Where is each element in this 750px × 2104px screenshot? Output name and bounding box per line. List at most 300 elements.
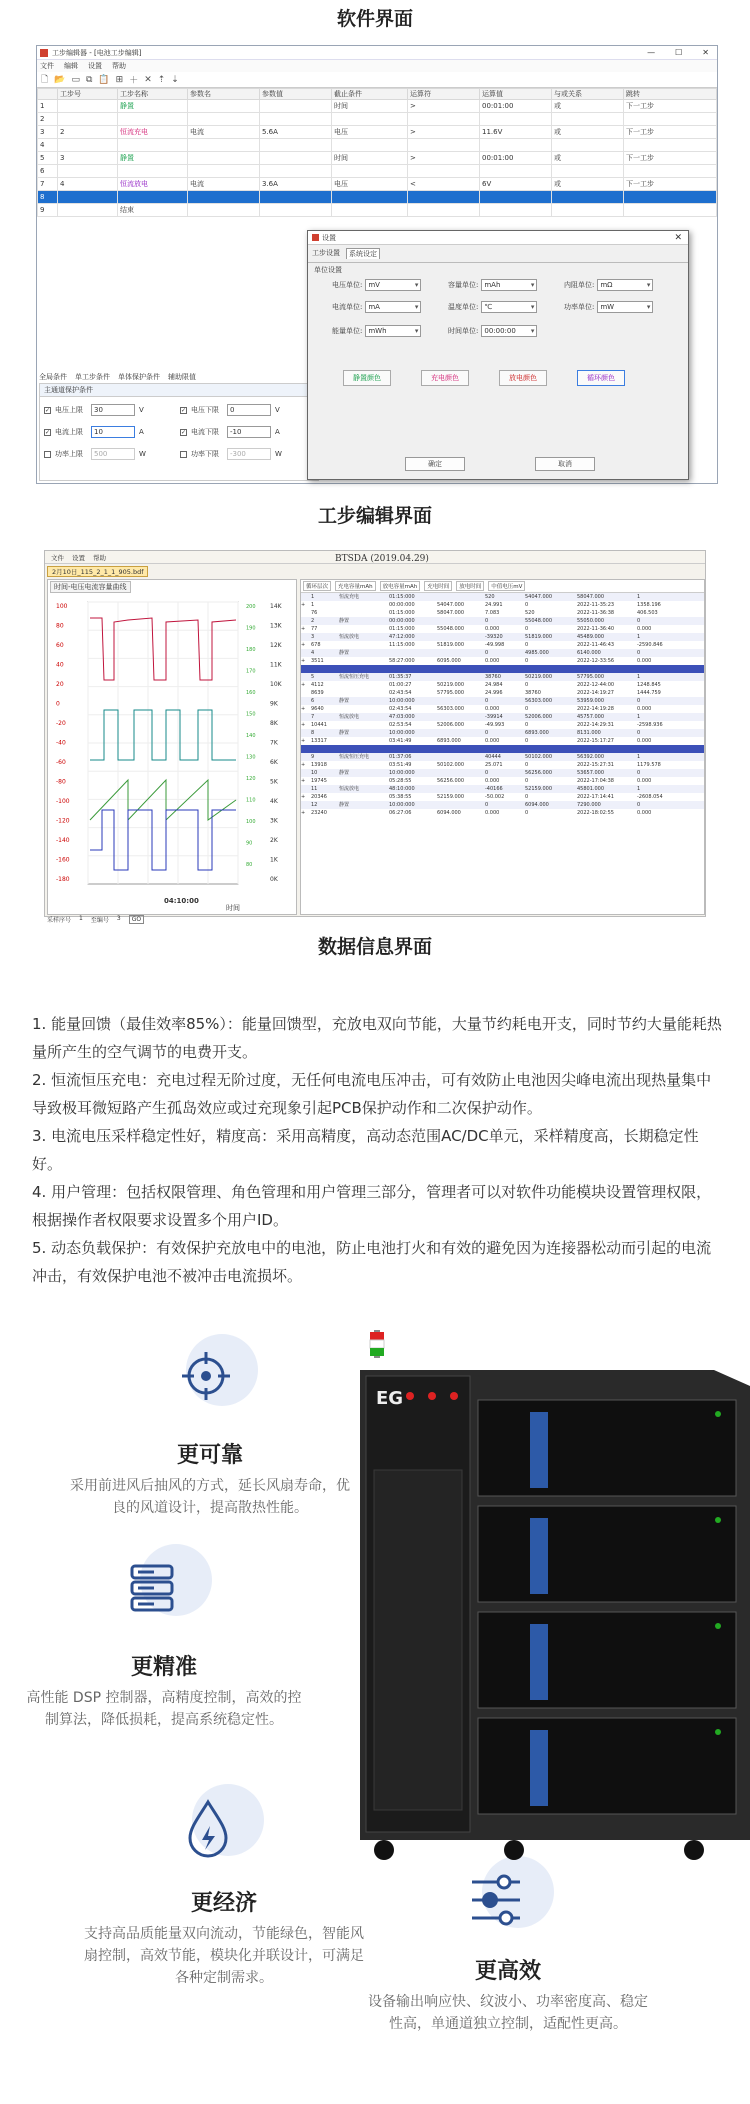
grid-cell: 00:00:000 (389, 618, 415, 624)
grid-row[interactable] (301, 697, 704, 705)
step-cell[interactable] (260, 191, 332, 204)
step-row[interactable] (38, 165, 717, 178)
step-cell[interactable] (552, 165, 624, 178)
step-cell[interactable]: 或 (552, 152, 624, 165)
left-tick-label: 60 (56, 642, 64, 649)
step-cell[interactable]: 3.6A (260, 178, 332, 191)
voltage-unit-select[interactable]: mV ▾ (365, 279, 421, 291)
i-upper-label: 电流上限 (55, 428, 83, 436)
step-cell[interactable]: 或 (552, 178, 624, 191)
step-cell[interactable]: 8 (38, 191, 58, 204)
grid-cell: 0 (485, 730, 489, 736)
grid-cell: 6094.000 (437, 810, 461, 816)
mid-tick-label: 150 (246, 711, 256, 718)
step-cell[interactable] (480, 139, 552, 152)
step-cell[interactable] (188, 204, 260, 217)
tab-system-settings[interactable]: 系统设定 (346, 248, 380, 259)
step-cell[interactable] (552, 113, 624, 126)
p-lower-input[interactable]: -300 (227, 448, 271, 460)
step-cell[interactable]: 9 (38, 204, 58, 217)
step-cell[interactable] (260, 204, 332, 217)
step-cell[interactable]: 静置 (118, 100, 188, 113)
step-cell[interactable] (552, 204, 624, 217)
grid-cell (339, 809, 389, 817)
step-cell[interactable] (552, 191, 624, 204)
step-row[interactable] (38, 178, 717, 191)
step-cell[interactable]: 电压 (332, 178, 408, 191)
step-cell[interactable] (332, 113, 408, 126)
grid-cell: 0 (637, 770, 641, 776)
grid-tab[interactable]: 循环层次 (303, 581, 331, 591)
open-icon[interactable]: 📂 (54, 74, 66, 85)
grid-cell: 0.000 (485, 738, 500, 744)
grid-cell: 53657.000 (577, 770, 605, 776)
dialog-close-icon[interactable]: ✕ (674, 232, 682, 243)
step-cell[interactable] (188, 139, 260, 152)
left-tick-label: 80 (56, 622, 64, 630)
step-cell[interactable] (188, 113, 260, 126)
step-cell[interactable]: 3 (38, 126, 58, 139)
rest-color-button[interactable]: 静置颜色 (343, 370, 391, 386)
unit-group-label: 单位设置 (314, 266, 342, 274)
copy-icon[interactable]: ⧉ (85, 74, 93, 85)
step-cell[interactable]: < (408, 178, 480, 191)
grid-cell: 0 (485, 770, 489, 776)
protect-caption: 主通道保护条件 (40, 384, 318, 397)
v-upper-label: 电压上限 (55, 406, 83, 414)
grid-cell: 55050.000 (577, 618, 605, 624)
step-cell[interactable]: 时间 (332, 100, 408, 113)
menu-help[interactable]: 帮助 (93, 553, 106, 562)
current-unit-select[interactable]: mA ▾ (365, 301, 421, 313)
grid-row[interactable] (301, 609, 704, 617)
grid-cell: 45801.000 (577, 786, 605, 792)
grid-row[interactable] (301, 753, 704, 761)
grid-cell: 恒流恒压充电 (339, 754, 370, 760)
grid-cell: 54047.000 (437, 602, 465, 608)
grid-cell (339, 793, 389, 801)
step-cell[interactable] (480, 113, 552, 126)
minimize-icon[interactable]: — (647, 48, 656, 57)
step-cell[interactable] (118, 165, 188, 178)
tab-step-settings[interactable]: 工步设置 (312, 249, 340, 257)
grid-cell (437, 665, 485, 673)
step-cell[interactable] (118, 113, 188, 126)
p-unit: W (139, 450, 146, 458)
step-cell[interactable] (260, 113, 332, 126)
step-cell[interactable] (118, 191, 188, 204)
grid-cell (389, 745, 437, 753)
step-cell[interactable]: 6 (38, 165, 58, 178)
grid-cell: 10:00:000 (389, 730, 415, 736)
grid-cell: + (301, 810, 306, 816)
grid-cell: -2608.054 (637, 794, 663, 800)
discharge-color-button[interactable]: 放电颜色 (499, 370, 547, 386)
insert-icon[interactable]: ⊞ (115, 74, 124, 85)
step-cell[interactable]: 4 (38, 139, 58, 152)
step-cell[interactable]: 00:01:00 (480, 100, 552, 113)
delete-icon[interactable]: ✕ (144, 74, 152, 85)
grid-cell (301, 697, 311, 705)
status-value[interactable]: 1 (79, 915, 83, 922)
step-row[interactable] (38, 126, 717, 139)
grid-row[interactable] (301, 689, 704, 697)
step-cell[interactable] (480, 165, 552, 178)
grid-cell: 58047.000 (437, 610, 465, 616)
grid-tab[interactable]: 放电时间 (456, 581, 484, 591)
menu-settings[interactable]: 设置 (72, 553, 85, 562)
step-cell[interactable] (332, 204, 408, 217)
step-row[interactable] (38, 139, 717, 152)
grid-row[interactable] (301, 673, 704, 681)
grid-cell (301, 673, 311, 681)
step-cell[interactable]: 2 (38, 113, 58, 126)
grid-row[interactable] (301, 657, 704, 665)
grid-row[interactable] (301, 777, 704, 785)
cycle-color-button[interactable]: 循环颜色 (577, 370, 625, 386)
i-upper-checkbox[interactable]: ✓ (45, 428, 51, 436)
grid-cell: 0.000 (637, 706, 652, 712)
grid-cell: 1444.759 (637, 690, 661, 696)
grid-row[interactable] (301, 785, 704, 793)
grid-cell (301, 753, 311, 761)
step-cell[interactable]: > (408, 126, 480, 139)
grid-cell: 恒流放电 (339, 714, 360, 720)
app-icon (40, 49, 48, 57)
grid-cell: 56303.000 (525, 698, 553, 704)
col-header: 参数值 (260, 89, 332, 100)
card-economical (74, 1886, 374, 1989)
grid-tab[interactable]: 充电时间 (424, 581, 452, 591)
grid-cell (637, 745, 687, 753)
right-tick-label: 9K (270, 700, 278, 708)
grid-cell: 56256.000 (525, 770, 553, 776)
grid-tab[interactable]: 放电容量mAh (380, 581, 421, 591)
grid-row[interactable] (301, 633, 704, 641)
grid-cell (339, 609, 389, 617)
dialog-titlebar (308, 231, 688, 245)
step-cell[interactable] (332, 191, 408, 204)
step-cell[interactable] (58, 139, 118, 152)
step-cell[interactable] (188, 191, 260, 204)
grid-cell: 6893.000 (437, 738, 461, 744)
step-cell[interactable] (408, 139, 480, 152)
tab-cell-protect[interactable]: 单体保护条件 (118, 373, 160, 381)
left-tick-label: -80 (56, 778, 66, 786)
step-cell[interactable]: 恒流充电 (118, 126, 188, 139)
step-cell[interactable]: > (408, 152, 480, 165)
step-cell[interactable]: 电流 (188, 126, 260, 139)
grid-cell: -49.998 (485, 642, 505, 648)
col-header: 截止条件 (332, 89, 408, 100)
grid-row[interactable] (301, 681, 704, 689)
grid-tabs (301, 580, 704, 593)
grid-cell: 2022-11-36:38 (577, 610, 615, 616)
grid-cell (339, 705, 389, 713)
step-cell[interactable]: 2 (58, 126, 118, 139)
grid-row[interactable] (301, 641, 704, 649)
protect-conditions-panel (39, 383, 319, 481)
step-cell[interactable]: > (408, 100, 480, 113)
door-grille (374, 1470, 462, 1810)
step-cell[interactable]: 下一工步 (624, 152, 717, 165)
grid-cell: 77 (311, 626, 318, 632)
step-cell[interactable] (480, 191, 552, 204)
grid-row[interactable] (301, 625, 704, 633)
card-desc: 设备输出响应快、纹波小、功率密度高、稳定性高，单通道独立控制，适配性更高。 (368, 1994, 648, 2032)
battery-tester-cabinet-image (354, 1330, 750, 1890)
step-cell[interactable] (188, 165, 260, 178)
step-cell[interactable]: 下一工步 (624, 178, 717, 191)
file-tab[interactable]: 2月10日_115_2_1_1_905.bdf (47, 566, 148, 577)
step-cell[interactable] (260, 152, 332, 165)
step-cell[interactable] (480, 204, 552, 217)
step-row[interactable] (38, 100, 717, 113)
step-cell[interactable] (408, 204, 480, 217)
grid-cell: 54047.000 (525, 594, 553, 600)
grid-row[interactable] (301, 649, 704, 657)
step-cell[interactable]: 11.6V (480, 126, 552, 139)
p-upper-input[interactable]: 500 (91, 448, 135, 460)
grid-cell: + (301, 626, 306, 632)
new-file-icon[interactable]: 🗋 (41, 74, 49, 85)
grid-cell (437, 649, 485, 657)
step-cell[interactable] (58, 100, 118, 113)
step-cell[interactable] (408, 113, 480, 126)
step-cell[interactable]: 5.6A (260, 126, 332, 139)
editor-heading: 工步编辑界面 (317, 505, 432, 527)
grid-row[interactable] (301, 809, 704, 817)
step-cell[interactable] (260, 139, 332, 152)
capacity-unit-select[interactable]: mAh ▾ (481, 279, 537, 291)
right-tick-label: 10K (270, 681, 282, 688)
step-cell[interactable] (552, 139, 624, 152)
save-icon[interactable]: ▭ (71, 74, 80, 85)
grid-cell: 53959.000 (577, 698, 605, 704)
grid-row[interactable] (301, 801, 704, 809)
step-row[interactable] (38, 204, 717, 217)
tab-global-conditions[interactable]: 全局条件 (39, 373, 67, 381)
grid-cell (301, 729, 311, 737)
time-axis-label: 时间 (226, 904, 240, 912)
step-cell[interactable]: 电压 (332, 126, 408, 139)
close-icon[interactable]: ✕ (702, 48, 709, 57)
step-cell[interactable]: 或 (552, 100, 624, 113)
step-cell[interactable] (624, 191, 717, 204)
step-cell[interactable]: 下一工步 (624, 126, 717, 139)
grid-cell: 48:10:000 (389, 786, 415, 792)
go-button[interactable]: GO (129, 915, 144, 924)
mid-tick-label: 160 (246, 690, 256, 696)
step-cell[interactable] (58, 191, 118, 204)
grid-row[interactable] (301, 729, 704, 737)
grid-cell: 8131.000 (577, 730, 601, 736)
step-cell[interactable] (118, 139, 188, 152)
tier-status-light (715, 1517, 721, 1523)
charge-color-button[interactable]: 充电颜色 (421, 370, 469, 386)
up-icon[interactable]: ⇡ (157, 74, 166, 85)
grid-row[interactable] (301, 737, 704, 745)
menu-file[interactable]: 文件 (51, 553, 64, 562)
step-cell[interactable]: 电流 (188, 178, 260, 191)
grid-cell (301, 633, 311, 641)
step-cell[interactable]: 下一工步 (624, 100, 717, 113)
i-upper-input[interactable]: 10 (91, 426, 135, 438)
add-icon[interactable]: ＋ (129, 76, 139, 86)
grid-cell (339, 761, 389, 769)
grid-row[interactable] (301, 769, 704, 777)
signal-lamp-green (370, 1348, 384, 1356)
step-cell[interactable]: 或 (552, 126, 624, 139)
v-lower-checkbox[interactable]: ✓ (181, 406, 187, 414)
grid-cell: + (301, 706, 306, 712)
menu-settings[interactable]: 设置 (88, 62, 102, 70)
grid-row[interactable] (301, 601, 704, 609)
step-cell[interactable] (624, 139, 717, 152)
step-cell[interactable]: 5 (38, 152, 58, 165)
step-cell[interactable] (624, 204, 717, 217)
step-table (37, 88, 717, 217)
paste-icon[interactable]: 📋 (98, 74, 110, 85)
grid-cell (437, 713, 485, 721)
step-cell[interactable] (624, 165, 717, 178)
grid-cell: 2022-14:19:27 (577, 690, 614, 696)
temperature-unit-select[interactable]: ℃ ▾ (481, 301, 537, 313)
power-unit-select[interactable]: mW ▾ (597, 301, 653, 313)
step-row[interactable] (38, 113, 717, 126)
grid-tab[interactable]: 充电容量mAh (335, 581, 376, 591)
maximize-icon[interactable]: ☐ (675, 48, 683, 57)
grid-row[interactable] (301, 713, 704, 721)
step-cell[interactable] (408, 191, 480, 204)
grid-cell: 11:15:000 (389, 642, 415, 648)
software-heading: 软件界面 (336, 8, 413, 30)
step-cell[interactable]: 结束 (118, 204, 188, 217)
down-icon[interactable]: ⇣ (171, 74, 179, 85)
menu-help[interactable]: 帮助 (112, 62, 126, 70)
step-row[interactable] (38, 191, 717, 204)
grid-cell: 25.071 (485, 762, 503, 768)
step-cell[interactable]: 6V (480, 178, 552, 191)
step-row[interactable] (38, 152, 717, 165)
grid-row[interactable] (301, 745, 704, 753)
card-title: 更高效 (474, 1959, 541, 1984)
grid-row[interactable] (301, 761, 704, 769)
grid-cell: 24.991 (485, 602, 503, 608)
step-cell[interactable]: 时间 (332, 152, 408, 165)
left-tick-label: -20 (56, 720, 66, 727)
resistance-unit-select[interactable]: mΩ ▾ (597, 279, 653, 291)
grid-cell: 51819.000 (437, 642, 465, 648)
ok-button[interactable]: 确定 (405, 457, 465, 471)
grid-cell: 2022-11-35:23 (577, 602, 615, 608)
grid-row[interactable] (301, 793, 704, 801)
grid-cell: 01:15:000 (389, 626, 415, 632)
step-cell[interactable] (188, 100, 260, 113)
step-cell[interactable]: 00:01:00 (480, 152, 552, 165)
menu-file[interactable]: 文件 (40, 62, 54, 70)
grid-cell (485, 665, 525, 673)
grid-cell (301, 801, 311, 809)
grid-row[interactable] (301, 721, 704, 729)
mid-tick-label: 180 (246, 647, 256, 653)
menu-edit[interactable]: 编辑 (64, 62, 78, 70)
grid-tab[interactable]: 中值电压mV (488, 581, 525, 591)
p-lower-checkbox[interactable] (180, 451, 187, 458)
grid-cell: 0.000 (637, 658, 652, 664)
step-cell[interactable] (332, 139, 408, 152)
mid-tick-label: 100 (246, 819, 256, 825)
step-cell[interactable]: 4 (58, 178, 118, 191)
step-cell[interactable] (188, 152, 260, 165)
signal-lamp-white (370, 1340, 384, 1348)
grid-cell: 静置 (339, 802, 350, 808)
energy-unit-select[interactable]: mWh ▾ (365, 325, 421, 337)
grid-row[interactable] (301, 705, 704, 713)
i-lower-checkbox[interactable]: ✓ (181, 428, 187, 436)
step-cell[interactable] (260, 100, 332, 113)
step-cell[interactable] (58, 204, 118, 217)
cancel-button[interactable]: 取消 (535, 457, 595, 471)
grid-row[interactable] (301, 665, 704, 673)
tab-aux-limits[interactable]: 辅助限值 (168, 373, 196, 381)
grid-cell: 52006.000 (437, 722, 465, 728)
grid-cell: -2590.846 (637, 642, 663, 648)
step-cell[interactable]: 静置 (118, 152, 188, 165)
step-cell[interactable] (58, 165, 118, 178)
grid-cell: + (301, 778, 306, 784)
grid-cell: 05:38:55 (389, 794, 412, 800)
grid-cell: 3 (311, 634, 315, 640)
v-upper-checkbox[interactable]: ✓ (45, 406, 51, 414)
grid-cell: 47:03:000 (389, 714, 415, 720)
step-cell[interactable] (58, 113, 118, 126)
i-lower-input[interactable]: -10 (227, 426, 271, 438)
chart-tab[interactable]: 时间-电压电流容量曲线 (50, 581, 131, 593)
grid-cell: 恒流放电 (339, 634, 360, 640)
time-unit-select[interactable]: 00:00:00 ▾ (481, 325, 537, 337)
dialog-title: 设置 (322, 233, 336, 242)
step-cell[interactable]: 1 (38, 100, 58, 113)
step-cell[interactable]: 7 (38, 178, 58, 191)
col-header: 运算符 (408, 89, 480, 100)
grid-cell: 02:53:54 (389, 722, 412, 728)
col-header: 参数名 (188, 89, 260, 100)
v-lower-input[interactable]: 0 (227, 404, 271, 416)
step-cell[interactable] (332, 165, 408, 178)
feature-list (32, 1010, 722, 1290)
grid-cell (437, 801, 485, 809)
status-value[interactable]: 3 (116, 915, 121, 922)
mid-tick-label: 110 (246, 797, 256, 804)
v-upper-input[interactable]: 30 (91, 404, 135, 416)
grid-row[interactable] (301, 617, 704, 625)
grid-cell: 2022-17:04:38 (577, 778, 614, 784)
p-upper-checkbox[interactable] (44, 451, 51, 458)
grid-cell: 0.000 (485, 626, 500, 632)
tab-step-conditions[interactable]: 单工步条件 (75, 373, 110, 381)
step-cell[interactable] (408, 165, 480, 178)
step-cell[interactable] (624, 113, 717, 126)
grid-cell (311, 745, 339, 753)
step-cell[interactable]: 3 (58, 152, 118, 165)
right-tick-label: 3K (270, 817, 278, 825)
grid-row[interactable] (301, 593, 704, 601)
step-cell[interactable]: 恒流放电 (118, 178, 188, 191)
grid-cell: 0 (637, 618, 641, 624)
grid-cell: + (301, 794, 306, 800)
step-cell[interactable] (260, 165, 332, 178)
